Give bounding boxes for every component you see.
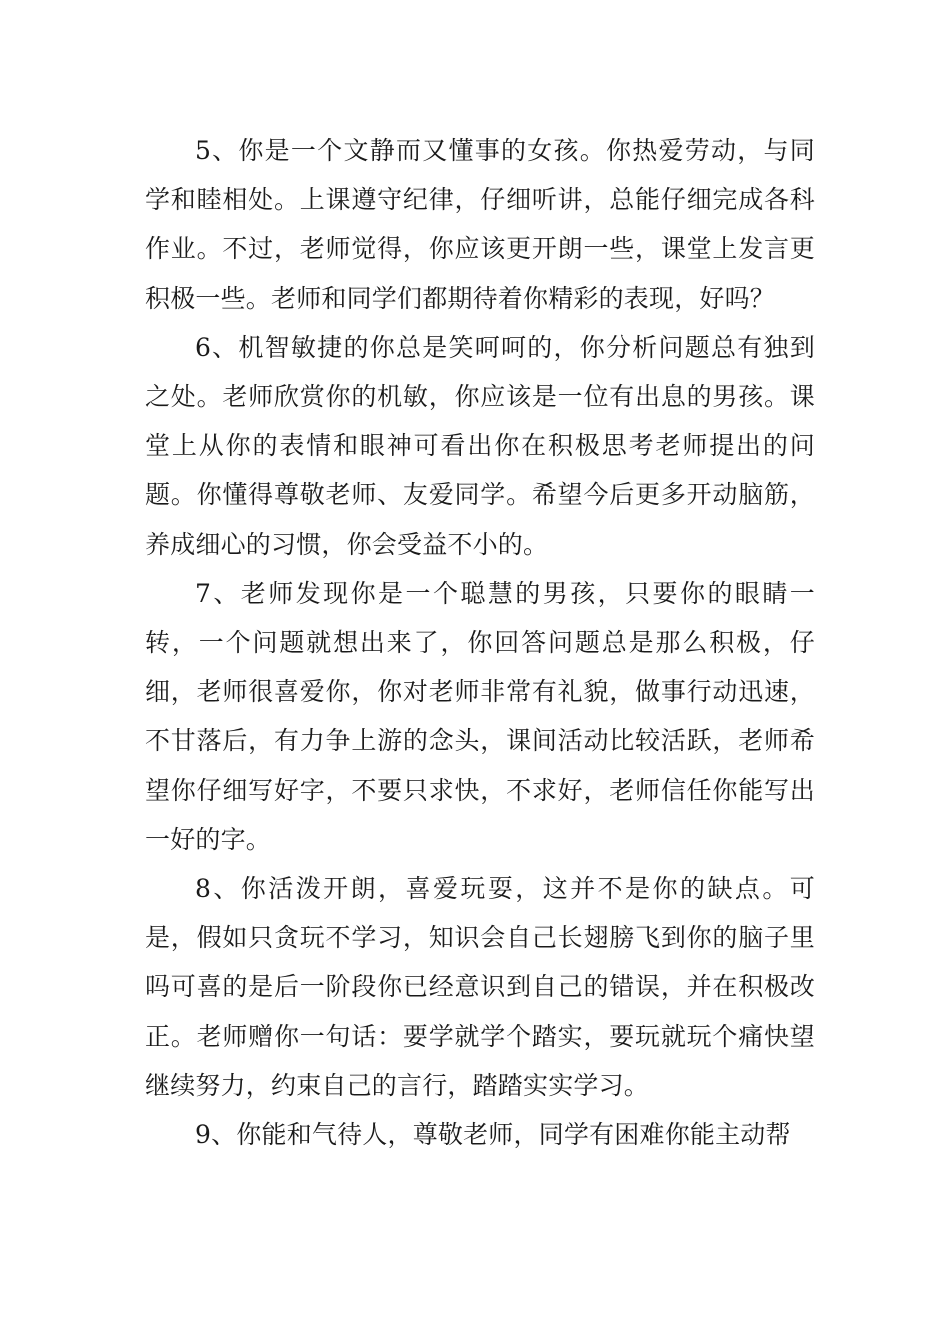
- paragraph-7: 7、老师发现你是一个聪慧的男孩，只要你的眼睛一转，一个问题就想出来了，你回答问题总是那么积极，仔细，老师很喜爱你，你对老师非常有礼貌，做事行动迅速，不甘落后，有力争上游的念头，课间活动比较活跃，老师希望你仔细写好字，不要只求快，不求好，老师信任你能写出一好的字。: [145, 578, 815, 854]
- document-body: [145, 126, 815, 1159]
- paragraph-6: 6、机智敏捷的你总是笑呵呵的，你分析问题总有独到之处。老师欣赏你的机敏，你应该是一位有出息的男孩。课堂上从你的表情和眼神可看出你在积极思考老师提出的问题。你懂得尊敬老师、友爱同学。希望今后更多开动脑筋，养成细心的习惯，你会受益不小的。: [145, 332, 815, 559]
- paragraph-8: 8、你活泼开朗，喜爱玩耍，这并不是你的缺点。可是，假如只贪玩不学习，知识会自己长翅膀飞到你的脑子里吗可喜的是后一阶段你已经意识到自己的错误，并在积极改正。老师赠你一句话：要学就学个踏实，要玩就玩个痛快望继续努力，约束自己的言行，踏踏实实学习。: [145, 874, 815, 1100]
- paragraph-5: 5、你是一个文静而又懂事的女孩。你热爱劳动，与同学和睦相处。上课遵守纪律，仔细听讲，总能仔细完成各科作业。不过，老师觉得，你应该更开朗一些，课堂上发言更积极一些。老师和同学们都期待着你精彩的表现，好吗？: [145, 136, 815, 313]
- paragraph-9: 9、你能和气待人，尊敬老师，同学有困难你能主动帮: [195, 1120, 791, 1150]
